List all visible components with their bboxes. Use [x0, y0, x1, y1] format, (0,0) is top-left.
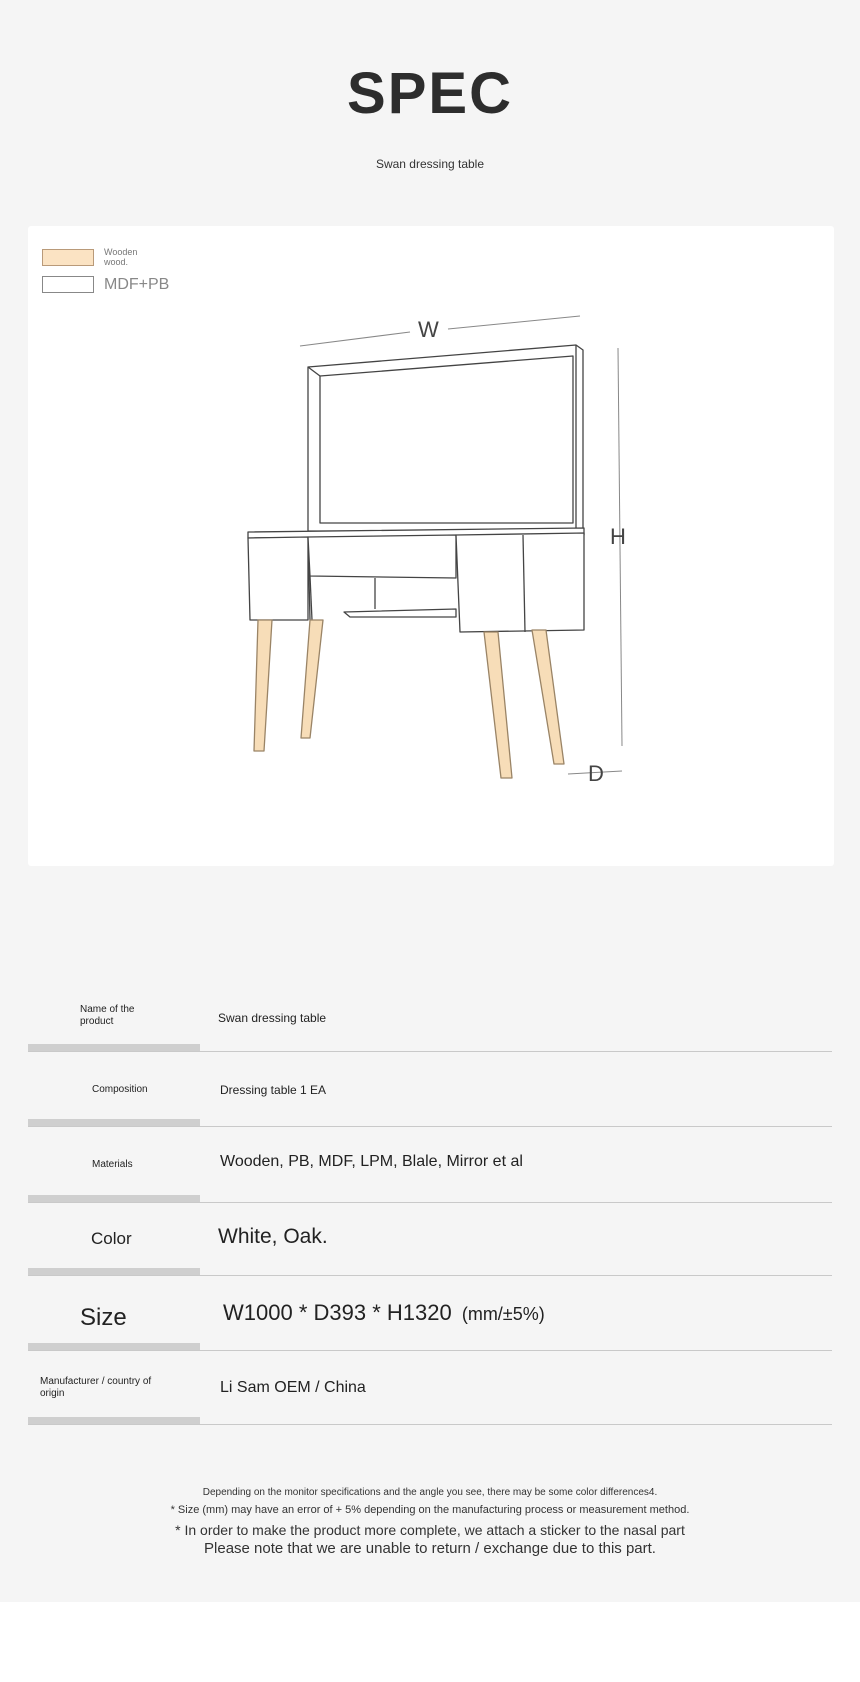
leg-front-right [484, 632, 512, 778]
note-no-return: Please note that we are unable to return / exchange due to this part. [204, 1540, 656, 1557]
right-cabinet [456, 533, 584, 632]
spec-label-bar [28, 1195, 200, 1202]
spec-value-manufacturer: Li Sam OEM / China [220, 1379, 366, 1396]
leg-back-right [532, 630, 564, 764]
spec-label-product-name: Name of the product [80, 1004, 135, 1027]
lower-shelf [344, 609, 456, 617]
legs [254, 620, 564, 778]
spec-value-materials: Wooden, PB, MDF, LPM, Blale, Mirror et al [220, 1153, 523, 1170]
spec-value-color: White, Oak. [218, 1225, 328, 1248]
page-title: SPEC [347, 61, 513, 126]
left-cabinet [248, 537, 310, 620]
spec-row-color [28, 1203, 832, 1276]
width-dimension-line-right [448, 316, 580, 329]
center-drawer [308, 535, 456, 620]
depth-label: D [588, 761, 604, 786]
page-subtitle: Swan dressing table [375, 157, 485, 171]
note-size-error: * Size (mm) may have an error of + 5% depending on the manufacturing process or measurement method. [170, 1504, 690, 1516]
spec-value-size-unit: (mm/±5%) [461, 1304, 545, 1324]
footer-area [0, 1602, 860, 1682]
spec-label-bar [28, 1119, 200, 1126]
spec-value-composition: Dressing table 1 EA [220, 1083, 327, 1097]
spec-label-size: Size [80, 1304, 127, 1331]
spec-value-size-dimensions: W1000 * D393 * H1320 [223, 1300, 452, 1325]
spec-label-bar [28, 1417, 200, 1424]
spec-label-color: Color [91, 1229, 132, 1248]
dressing-table-drawing [28, 226, 834, 866]
leg-front-left [254, 620, 272, 751]
notes [0, 1487, 860, 1557]
note-sticker: * In order to make the product more complete, we attach a sticker to the nasal part [175, 1522, 685, 1538]
spec-row-manufacturer [28, 1351, 832, 1425]
spec-value-size [223, 1300, 545, 1326]
height-label: H [610, 524, 626, 549]
spec-label-bar [28, 1044, 200, 1051]
spec-row-size [28, 1276, 832, 1351]
legend-label-mdf: MDF+PB [104, 276, 170, 293]
diagram-card [28, 226, 834, 866]
leg-back-left [301, 620, 323, 738]
spec-label-composition: Composition [92, 1084, 148, 1095]
spec-label-manufacturer: Manufacturer / country of origin [40, 1376, 152, 1399]
note-color-difference: Depending on the monitor specifications and the angle you see, there may be some color differences4. [202, 1487, 658, 1498]
legend-label-wood: Wooden wood. [104, 247, 138, 267]
width-dimension-line-left [300, 332, 410, 346]
spec-label-bar [28, 1343, 200, 1350]
mirror [308, 345, 583, 531]
width-label: W [418, 317, 439, 342]
spec-row-product-name [28, 990, 832, 1052]
spec-row-composition [28, 1052, 832, 1127]
spec-row-materials [28, 1127, 832, 1203]
spec-table [28, 990, 832, 1425]
spec-value-product-name: Swan dressing table [218, 1011, 327, 1025]
spec-label-bar [28, 1268, 200, 1275]
spec-label-materials: Materials [92, 1159, 133, 1170]
